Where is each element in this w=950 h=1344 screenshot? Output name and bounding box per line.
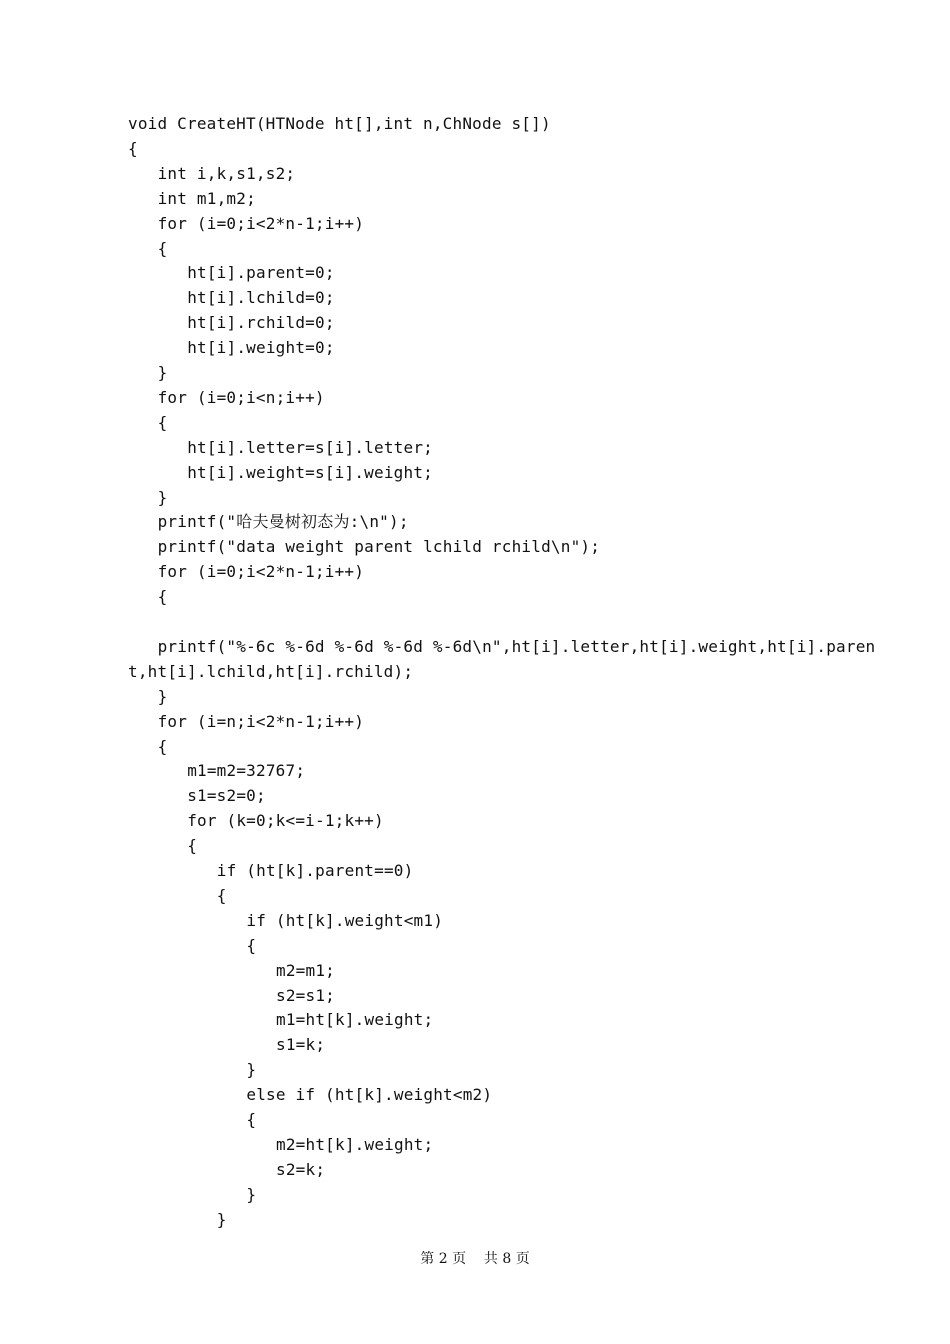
code-line: s1=s2=0; [187, 786, 266, 806]
code-line: m2=m1; [276, 960, 335, 980]
code-line: { [216, 885, 227, 905]
code-line: for (i=0;i<n;i++) [157, 387, 325, 407]
code-line: { [157, 412, 168, 432]
code-line: { [157, 587, 168, 607]
code-line: int m1,m2; [157, 188, 256, 208]
code-line: t,ht[i].lchild,ht[i].rchild); [128, 661, 414, 681]
code-line: { [128, 138, 138, 158]
code-line: s2=k; [276, 1159, 326, 1179]
code-line: m1=ht[k].weight; [276, 1010, 434, 1030]
code-line: { [246, 935, 257, 955]
code-line: ht[i].parent=0; [187, 263, 335, 283]
code-line: for (i=0;i<2*n-1;i++) [157, 562, 365, 582]
code-line: s1=k; [276, 1035, 326, 1055]
code-line: } [157, 363, 168, 382]
code-line: { [157, 736, 168, 756]
code-line: ht[i].weight=s[i].weight; [187, 462, 434, 482]
code-line: ht[i].lchild=0; [187, 288, 335, 308]
code-line: { [187, 836, 198, 856]
code-line: } [246, 1060, 257, 1080]
code-line: for (k=0;k<=i-1;k++) [187, 811, 384, 831]
code-line: { [157, 238, 168, 258]
code-line: printf("data weight parent lchild rchild\n"); [157, 537, 601, 557]
code-line: printf("%-6c %-6d %-6d %-6d %-6d\n",ht[i].letter,ht[i].weight,ht[i].paren [157, 636, 876, 656]
code-line: m1=m2=32767; [187, 761, 306, 781]
code-line: { [246, 1110, 257, 1129]
code-line: } [157, 487, 168, 507]
code-line: void CreateHT(HTNode ht[],int n,ChNode s[]) [128, 114, 551, 133]
code-line: ht[i].letter=s[i].letter; [187, 437, 434, 457]
code-line: } [216, 1209, 227, 1229]
page-footer: 第 2 页 共 8 页 [420, 1251, 530, 1267]
code-line: s2=s1; [276, 985, 335, 1005]
code-line: if (ht[k].weight<m1) [246, 910, 444, 930]
code-line: for (i=n;i<2*n-1;i++) [157, 711, 365, 731]
code-line: ht[i].weight=0; [187, 338, 335, 358]
code-line: else if (ht[k].weight<m2) [246, 1085, 493, 1105]
code-line: } [157, 686, 168, 706]
code-line: for (i=0;i<2*n-1;i++) [157, 213, 365, 233]
code-line: } [246, 1184, 257, 1204]
code-line: printf("哈夫曼树初态为:\n"); [157, 512, 409, 532]
code-line: int i,k,s1,s2; [157, 163, 296, 183]
code-line: ht[i].rchild=0; [187, 313, 335, 333]
code-line: if (ht[k].parent==0) [216, 861, 414, 880]
code-line: m2=ht[k].weight; [276, 1134, 434, 1154]
